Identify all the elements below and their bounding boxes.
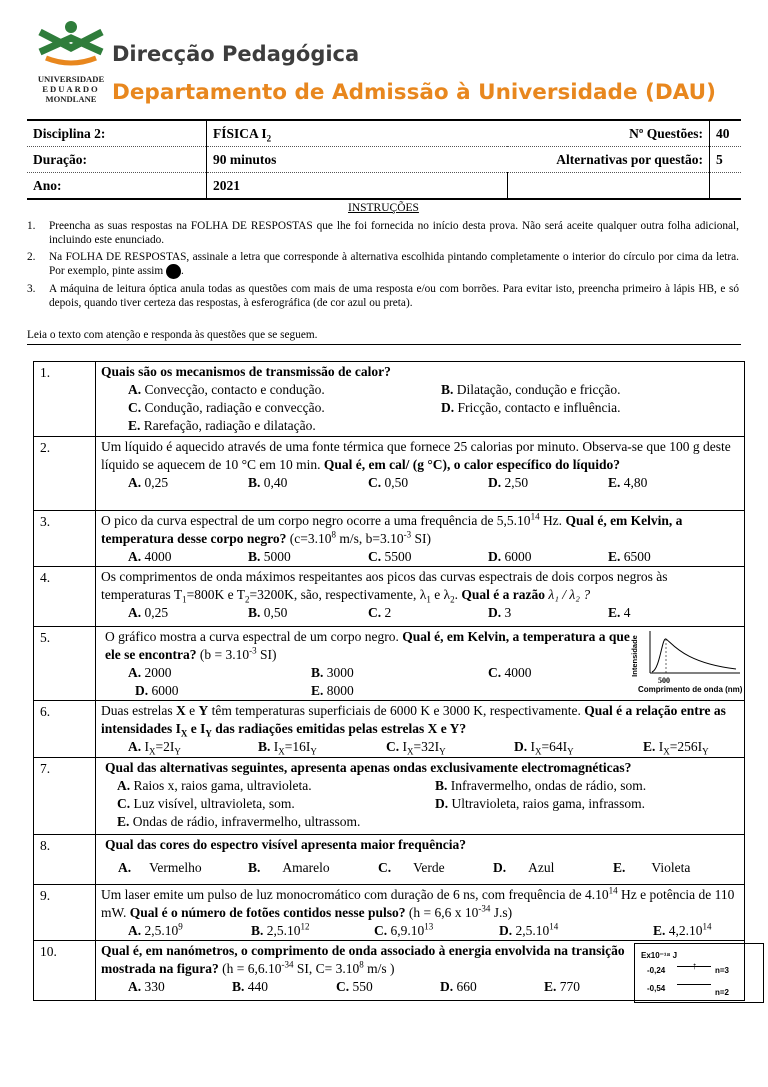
option-e-text: Violeta	[651, 860, 691, 875]
question-body	[96, 362, 745, 437]
option-a: A. 2000	[128, 665, 172, 680]
option-a-text: Convecção, contacto e condução.	[144, 382, 325, 397]
university-line-1: UNIVERSIDADE	[37, 74, 105, 84]
question-row	[34, 941, 745, 1001]
divider	[27, 344, 741, 345]
energy-level-figure	[634, 943, 764, 1003]
energy-level-1-value: -0,24	[647, 966, 666, 975]
alternativas-value: 5	[710, 147, 742, 173]
exponent: 13	[424, 921, 434, 932]
option-d: D. 2,50	[488, 475, 529, 490]
option-c: C. 6,9.10$^{13}$	[374, 921, 434, 938]
question-body	[96, 701, 745, 758]
question-number: 7.	[34, 758, 96, 835]
option-e: E. Ondas de rádio, infravermelho, ultrassom.	[117, 814, 361, 829]
page-title: Direcção Pedagógica	[112, 42, 360, 66]
option-a: A. Vermelho	[118, 860, 202, 875]
question-number: 5.	[34, 627, 96, 701]
option-d: D. 2,5.10$^{14}$	[499, 921, 559, 938]
option-d: D. Azul	[493, 860, 555, 875]
option-b-text: 440	[247, 979, 269, 994]
energy-level-2-label: n=2	[715, 988, 730, 997]
question-text	[101, 942, 641, 978]
option-a: A. 4000	[128, 549, 172, 564]
questoes-label: Nº Questões:	[507, 120, 710, 147]
option-c: C. 550	[336, 979, 373, 994]
question-number: 1.	[34, 362, 96, 437]
option-d-text: Ultravioleta, raios gama, infrassom.	[451, 796, 645, 811]
question-number: 2.	[34, 437, 96, 511]
option-c: C. 0,50	[368, 475, 409, 490]
instruction-item: 2. Na FOLHA DE RESPOSTAS, assinale a letra que corresponde à alternativa escolhida pintando completamente o interior do círculo por cima da letra. Por exemplo, pinte assim .	[27, 251, 739, 278]
question-text-part: (h = 6,6.10	[218, 961, 282, 976]
question-body	[96, 835, 745, 885]
option-a: A. 0,25	[128, 605, 169, 620]
university-line-2: EDUARDO	[42, 84, 100, 94]
option-b-text: Amarelo	[282, 860, 330, 875]
instructions-list	[27, 219, 739, 310]
option-e-text: 6500	[623, 549, 651, 564]
option-e: E. Violeta	[613, 860, 691, 875]
option-c-text: 2	[384, 605, 392, 620]
disciplina-label: Disciplina 2:	[27, 120, 207, 147]
question-text-bold: Qual é, em Kelvin, a temperatura a que ele se encontra?	[105, 629, 630, 662]
exponent: 14	[530, 511, 540, 522]
exponent: -34	[478, 903, 491, 914]
question-text: Quais são os mecanismos de transmissão de calor?	[101, 364, 391, 379]
questoes-value: 40	[710, 120, 742, 147]
option-a-text: Raios x, raios gama, ultravioleta.	[133, 778, 312, 793]
option-e-text: 770	[559, 979, 581, 994]
option-b-text: Infravermelho, ondas de rádio, som.	[450, 778, 647, 793]
graph-xlabel: Comprimento de onda (nm)	[638, 685, 743, 694]
question-text: Qual das cores do espectro visível apresenta maior frequência?	[105, 837, 466, 852]
option-c-text: Condução, radiação e convecção.	[144, 400, 325, 415]
option-e: E. 4,2.10$^{14}$	[653, 921, 712, 938]
question-text-part: Os comprimentos de onda máximos respeitantes aos picos das curvas espectrais de dois corpos negros às temperaturas T	[101, 569, 668, 602]
option-b: B. 5000	[248, 549, 291, 564]
question-text-part: Um laser emite um pulso de luz monocromático com duração de 6 ns, com frequência de 4.10	[101, 887, 609, 902]
option-b: B. 3000	[311, 665, 354, 680]
option-b: B. 0,40	[248, 475, 288, 490]
option-e-text: Ondas de rádio, infravermelho, ultrassom.	[132, 814, 361, 829]
university-name	[36, 74, 106, 104]
question-row	[34, 437, 745, 511]
exponent: 8	[331, 529, 336, 540]
option-d-text: 6000	[504, 549, 532, 564]
energy-level-2-line	[677, 984, 711, 985]
question-row	[34, 627, 745, 701]
option-e: E. 4	[608, 605, 631, 620]
option-d-text: 6000	[151, 683, 179, 698]
duracao-label: Duração:	[27, 147, 207, 173]
option-e: E. Rarefação, radiação e dilatação.	[128, 418, 316, 433]
question-number: 3.	[34, 511, 96, 567]
option-a-text: 4000	[144, 549, 172, 564]
exponent: -3	[249, 645, 257, 656]
questions-table	[33, 361, 745, 1001]
option-b-text: Dilatação, condução e fricção.	[456, 382, 621, 397]
option-d: D. 6000	[135, 683, 179, 698]
option-c: C. Luz visível, ultravioleta, som.	[117, 796, 295, 811]
option-a-text: 0,25	[144, 605, 169, 620]
question-text-part: Duas estrelas	[101, 703, 176, 718]
option-b-text: 0,50	[263, 605, 288, 620]
question-text-part: (b = 3.10	[196, 647, 250, 662]
exponent: -3	[403, 529, 412, 540]
option-d: D. 3	[488, 605, 512, 620]
question-text-part: m/s )	[363, 961, 395, 976]
option-c-text: 5500	[384, 549, 412, 564]
option-a: A. 2,5.10$^9$	[128, 921, 183, 938]
question-number: 6.	[34, 701, 96, 758]
option-d: D. Ultravioleta, raios gama, infrassom.	[435, 796, 645, 811]
option-b-text: 0,40	[263, 475, 288, 490]
question-body	[96, 885, 745, 941]
question-text	[101, 886, 738, 922]
question-text-part: (h = 6,6 x 10	[405, 905, 479, 920]
option-a-text: 2000	[144, 665, 172, 680]
option-e: E. 8000	[311, 683, 354, 698]
option-e: E. 6500	[608, 549, 651, 564]
option-e-text: 8000	[326, 683, 354, 698]
question-text-bold: Qual é a razão	[461, 587, 545, 602]
university-line-3: MONDLANE	[45, 94, 97, 104]
option-b-text: 2,5.10	[266, 923, 301, 938]
question-text-part: O gráfico mostra a curva espectral de um corpo negro.	[105, 629, 403, 644]
option-d-text: 660	[456, 979, 477, 994]
question-number: 8.	[34, 835, 96, 885]
instruction-item: 1. Preencha as suas respostas na FOLHA DE RESPOSTAS que lhe foi fornecida no início desta prova. Não será aceite qualquer outra folha adicional, incluindo este enunciado.	[27, 220, 739, 246]
option-b-text: 3000	[326, 665, 354, 680]
exponent: 14	[549, 921, 559, 932]
exponent: 12	[300, 921, 310, 932]
question-text: Duas estrelas X e Y têm temperaturas superficiais de 6000 K e 3000 K, respectivamente. Qual é a relação entre as intensidades $I_X$ e $I_Y$ das radiações emitidas pelas estrelas X e Y?	[101, 703, 726, 739]
question-text-part: .	[454, 587, 462, 602]
question-row	[34, 885, 745, 941]
question-body	[96, 627, 745, 701]
question-row	[34, 362, 745, 437]
star-x: X	[175, 703, 186, 718]
university-logo	[36, 18, 106, 104]
option-d-text: 3	[504, 605, 512, 620]
option-b: B. 2,5.10$^{12}$	[251, 921, 310, 938]
question-text-part: Hz e potência de 110 mW.	[101, 887, 735, 920]
option-c: C. 2	[368, 605, 392, 620]
question-text	[101, 512, 738, 548]
energy-level-1-label: n=3	[715, 966, 730, 975]
question-text-part: O pico da curva espectral de um corpo negro ocorre a uma frequência de 5,5.10	[101, 513, 531, 528]
option-c: C. Verde	[378, 860, 445, 875]
question-text	[101, 438, 738, 474]
logo-emblem-icon	[36, 18, 106, 70]
question-text-part: SI)	[411, 531, 431, 546]
question-text-part: m/s, b=3.10	[335, 531, 404, 546]
option-e-text: 4	[623, 605, 631, 620]
question-text: Qual das alternativas seguintes, apresenta apenas ondas exclusivamente electromagnéticas?	[105, 760, 632, 775]
star-y: Y	[198, 703, 209, 718]
question-text: Os comprimentos de onda máximos respeitantes aos picos das curvas espectrais de dois corpos negros às temperaturas $T_1=800K$ e $T_2=3200K$, são, respectivamente, $\lambda_1$ e $\lambda_2$. Qual é a razão λ₁ / λ₂ ?	[101, 569, 668, 605]
question-text-part: (c=3.10	[286, 531, 332, 546]
option-d: D. $I_X=64I_Y$	[514, 739, 574, 757]
question-body	[96, 567, 745, 627]
instructions-lead: Leia o texto com atenção e responda às questões que se seguem.	[27, 329, 318, 341]
question-text-bold: Qual é a relação entre as intensidades I	[101, 703, 726, 736]
question-text-part: Hz.	[539, 513, 566, 528]
alternativas-label: Alternativas por questão:	[507, 147, 710, 173]
option-e: E. 4,80	[608, 475, 648, 490]
spectral-graph	[629, 629, 746, 695]
option-c: C. Condução, radiação e convecção.	[128, 400, 325, 415]
option-e: E. $I_X=256I_Y$	[643, 739, 709, 757]
question-text-bold: Qual é o número de fotões contidos nesse pulso?	[129, 905, 406, 920]
option-d-text: 2,50	[504, 475, 529, 490]
question-text-bold: Qual é, em Kelvin, a temperatura desse corpo negro?	[101, 513, 683, 546]
question-row	[34, 567, 745, 627]
instructions-heading: INSTRUÇÕES	[348, 202, 419, 214]
option-a-text: 2,5.10	[144, 923, 179, 938]
option-e-text: Rarefação, radiação e dilatação.	[143, 418, 316, 433]
question-text-part: SI, C= 3.10	[293, 961, 360, 976]
option-d: D. Fricção, contacto e influência.	[441, 400, 621, 415]
exponent: 14	[608, 885, 618, 896]
question-number: 9.	[34, 885, 96, 941]
option-b-text: 5000	[263, 549, 291, 564]
exponent: 14	[702, 921, 712, 932]
question-text-part: têm temperaturas superficiais de 6000 K e 3000 K, respectivamente.	[208, 703, 585, 718]
question-text-bold: das radiações emitidas pelas estrelas X e Y?	[211, 721, 467, 736]
option-c: C. $I_X=32I_Y$	[386, 739, 446, 757]
spectral-curve-figure	[636, 629, 746, 679]
option-d: D. 660	[440, 979, 477, 994]
filled-circle-icon	[166, 264, 181, 279]
duracao-value: 90 minutos	[207, 147, 508, 173]
question-text-part: e λ	[430, 587, 451, 602]
graph-ylabel: Intensidade	[629, 635, 639, 677]
option-d-text: Fricção, contacto e influência.	[457, 400, 621, 415]
empty-cell	[710, 173, 742, 200]
question-text-bold: Qual é, em nanómetros, o comprimento de onda associado à energia envolvida na transição mostrada na figura?	[101, 943, 625, 976]
instruction-item: 3. A máquina de leitura óptica anula todas as questões com mais de uma resposta e/ou com borrões. Para evitar isto, preencha primeiro à lápis HB, e só depois, quando tiver certeza das respostas, à esferográfica (de cor azul ou preta).	[27, 283, 739, 309]
option-a: A. Raios x, raios gama, ultravioleta.	[117, 778, 312, 793]
disciplina-value: FÍSICA $I_2$	[207, 120, 508, 147]
option-a: A. 330	[128, 979, 165, 994]
question-row	[34, 701, 745, 758]
option-b: B. Infravermelho, ondas de rádio, som.	[435, 778, 647, 793]
question-text-bold: Qual é, em cal/ (g °C), o calor específico do líquido?	[323, 457, 620, 472]
question-text-part: =800K e T	[186, 587, 245, 602]
instruction-text: A máquina de leitura óptica anula todas as questões com mais de uma resposta e/ou com borrões. Para evitar isto, preencha primeiro à lápis HB, e só depois, quando tiver certeza das respostas, à esferográfica (de cor azul ou preta).	[49, 283, 739, 309]
option-d: D. 6000	[488, 549, 532, 564]
option-c-text: 0,50	[384, 475, 409, 490]
question-row	[34, 511, 745, 567]
instruction-text: Na FOLHA DE RESPOSTAS, assinale a letra que corresponde à alternativa escolhida pintando completamente o interior do círculo por cima da letra. Por exemplo, pinte assim	[49, 251, 739, 278]
option-a-text: 0,25	[144, 475, 169, 490]
question-body	[96, 437, 745, 511]
option-b: B. 0,50	[248, 605, 288, 620]
question-body	[96, 758, 745, 835]
instruction-text: Preencha as suas respostas na FOLHA DE RESPOSTAS que lhe foi fornecida no início desta prova. Não será aceite qualquer outra folha adicional, incluindo este enunciado.	[49, 220, 739, 246]
question-text-part: Um líquido é aquecido através de uma fonte térmica que fornece 25 calorias por minuto. Observa-se que 100 g deste líquido se aquecem de 10 °C em 10 min.	[101, 439, 731, 472]
exponent: 9	[178, 921, 183, 932]
option-c-text: 4000	[504, 665, 532, 680]
exponent: 8	[359, 959, 364, 970]
option-a: A. Convecção, contacto e condução.	[128, 382, 325, 397]
option-d-text: Azul	[528, 860, 555, 875]
option-a-text: 330	[144, 979, 165, 994]
exam-info-table	[27, 119, 741, 200]
option-d-text: 2,5.10	[515, 923, 550, 938]
graph-tick: 500	[658, 676, 670, 685]
question-row	[34, 835, 745, 885]
question-number: 10.	[34, 941, 96, 1001]
energy-level-2-value: -0,54	[647, 984, 666, 993]
option-b: B. Amarelo	[248, 860, 330, 875]
question-number: 4.	[34, 567, 96, 627]
question-row	[34, 758, 745, 835]
question-body	[96, 511, 745, 567]
option-c-text: 6,9.10	[390, 923, 425, 938]
option-c-text: 550	[352, 979, 373, 994]
option-c-text: Luz visível, ultravioleta, som.	[133, 796, 295, 811]
question-text-part: =3200K, são, respectivamente, λ	[249, 587, 427, 602]
question-text-part: J.s)	[490, 905, 513, 920]
ano-value: 2021	[207, 173, 508, 200]
option-a-text: Vermelho	[149, 860, 202, 875]
option-e-text: 4,80	[623, 475, 648, 490]
question-text-part: e	[185, 703, 199, 718]
option-c: C. 5500	[368, 549, 412, 564]
option-e: E. 770	[544, 979, 581, 994]
option-b: B. Dilatação, condução e fricção.	[441, 382, 621, 397]
energy-unit-label: Ex10⁻¹⁸ J	[641, 951, 678, 960]
exponent: -34	[281, 959, 294, 970]
ratio-formula: λ₁ / λ₂ ?	[548, 587, 591, 602]
option-a: A. $I_X=2I_Y$	[128, 739, 181, 757]
option-e-text: 4,2.10	[668, 923, 703, 938]
transition-arrow-icon: ↑	[692, 961, 697, 972]
option-c-text: Verde	[413, 860, 445, 875]
question-text	[101, 628, 635, 664]
option-a: A. 0,25	[128, 475, 169, 490]
question-body	[96, 941, 745, 1001]
option-b: B. 440	[232, 979, 269, 994]
option-b: B. $I_X=16I_Y$	[258, 739, 317, 757]
option-c: C. 4000	[488, 665, 532, 680]
page-subtitle: Departamento de Admissão à Universidade (DAU)	[112, 80, 716, 105]
question-text-part: SI)	[256, 647, 277, 662]
empty-cell	[507, 173, 710, 200]
question-text-bold: e I	[187, 721, 206, 736]
ano-label: Ano:	[27, 173, 207, 200]
